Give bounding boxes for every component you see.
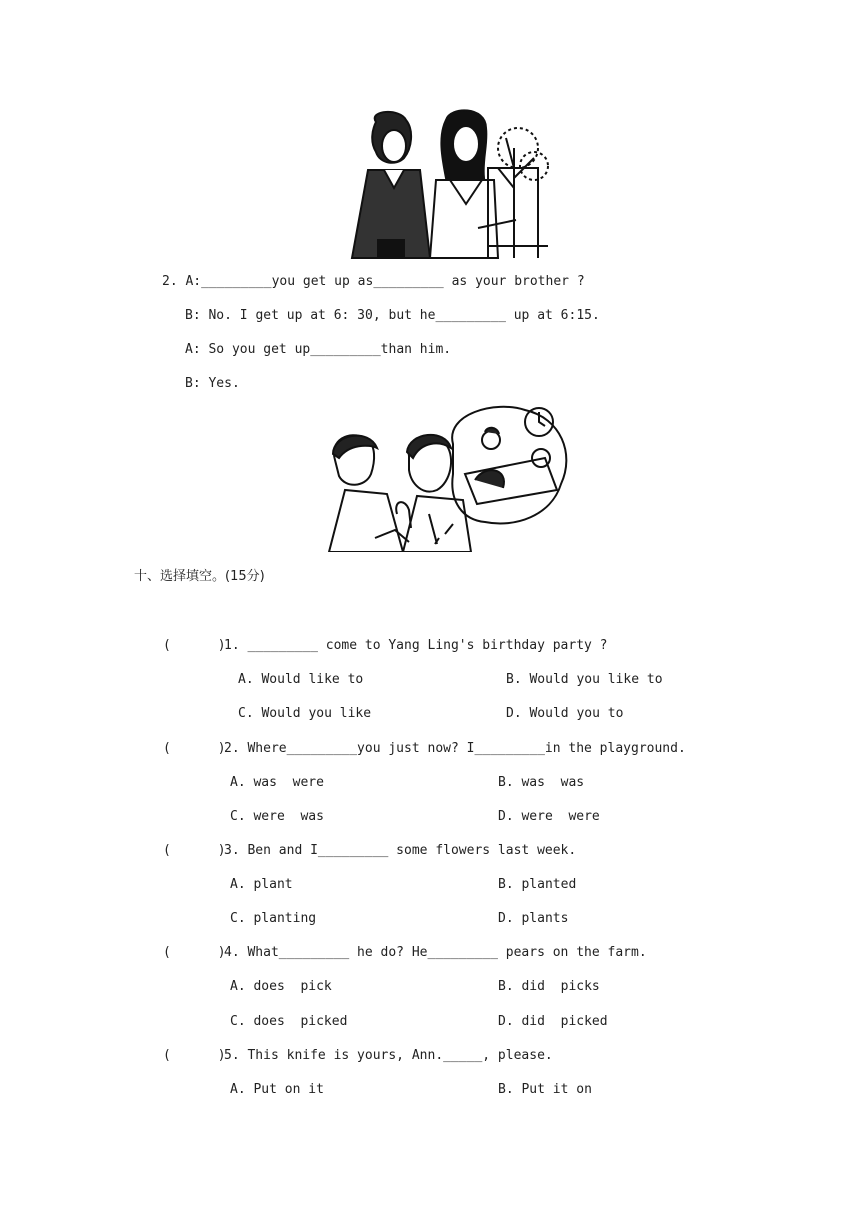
option-b[interactable]: B. did picks xyxy=(498,979,600,994)
option-a[interactable]: A. Put on it xyxy=(230,1082,324,1097)
option-a[interactable]: A. plant xyxy=(230,877,293,892)
dialog-line-4: B: Yes. xyxy=(185,376,240,391)
option-c[interactable]: C. does picked xyxy=(230,1014,348,1029)
option-a[interactable]: A. Would like to xyxy=(238,672,364,687)
option-c[interactable]: C. Would you like xyxy=(238,706,372,721)
two-women-illustration xyxy=(338,108,558,264)
question-stem: 2. Where_________you just now? I_________in the playground. xyxy=(224,741,686,756)
answer-paren[interactable]: ( ) xyxy=(163,638,226,653)
question-stem: 5. This knife is yours, Ann._____, please. xyxy=(224,1048,553,1063)
option-c[interactable]: C. planting xyxy=(230,911,317,926)
option-d[interactable]: D. were were xyxy=(498,809,600,824)
two-boys-illustration xyxy=(325,404,571,552)
answer-paren[interactable]: ( ) xyxy=(163,945,226,960)
question-stem: 3. Ben and I_________ some flowers last week. xyxy=(224,843,577,858)
dialog-line-2: B: No. I get up at 6: 30, but he_________ up at 6:15. xyxy=(185,308,600,323)
dialog-line-1: 2. A:_________you get up as_________ as your brother ? xyxy=(162,274,585,289)
option-a[interactable]: A. does pick xyxy=(230,979,332,994)
option-b[interactable]: B. was was xyxy=(498,775,585,790)
answer-paren[interactable]: ( ) xyxy=(163,1048,226,1063)
section-heading: 十、选择填空。(15分) xyxy=(134,569,265,584)
two-women-drawing xyxy=(338,108,558,264)
question-stem: 1. _________ come to Yang Ling's birthday party ? xyxy=(224,638,608,653)
option-d[interactable]: D. did picked xyxy=(498,1014,608,1029)
answer-paren[interactable]: ( ) xyxy=(163,741,226,756)
two-boys-drawing xyxy=(325,404,571,552)
answer-paren[interactable]: ( ) xyxy=(163,843,226,858)
option-d[interactable]: D. Would you to xyxy=(506,706,624,721)
option-b[interactable]: B. Would you like to xyxy=(506,672,663,687)
option-b[interactable]: B. planted xyxy=(498,877,577,892)
dialog-line-3: A: So you get up_________than him. xyxy=(185,342,452,357)
option-c[interactable]: C. were was xyxy=(230,809,324,824)
option-b[interactable]: B. Put it on xyxy=(498,1082,592,1097)
option-a[interactable]: A. was were xyxy=(230,775,324,790)
question-stem: 4. What_________ he do? He_________ pears on the farm. xyxy=(224,945,647,960)
option-d[interactable]: D. plants xyxy=(498,911,569,926)
